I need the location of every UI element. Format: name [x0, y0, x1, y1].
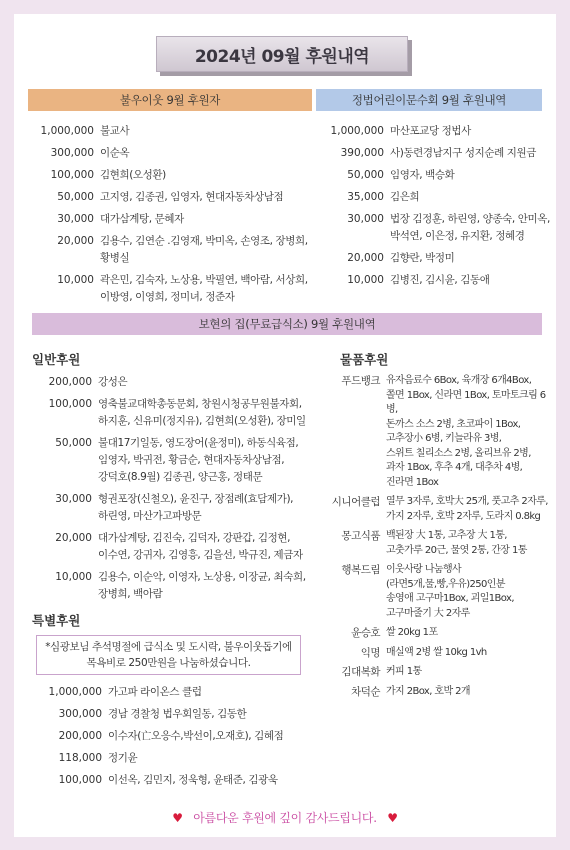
- donor-row: [14, 145, 314, 162]
- jeongbeop-donor-list: [304, 123, 554, 294]
- bohyeon-header: 보현의 집(무료급식소) 9월 후원내역: [32, 313, 542, 335]
- donor-names: [94, 272, 308, 306]
- donor-names: [92, 374, 127, 391]
- donor-names: [94, 233, 308, 267]
- thanks-line: [14, 809, 556, 826]
- heart-icon: ♥: [172, 811, 183, 825]
- donation-amount: 300,000: [58, 708, 102, 720]
- donor-names: [92, 569, 306, 603]
- goods-row: [320, 665, 556, 680]
- donor-row: [14, 396, 324, 430]
- donor-names-line: 장병희, 백아람: [98, 588, 163, 600]
- goods-items: [380, 626, 438, 641]
- bulwoo-header: 불우이웃 9월 후원자: [28, 89, 312, 111]
- donation-amount: 118,000: [58, 752, 102, 764]
- donor-names-line: 황병실: [100, 252, 130, 264]
- thanks-message: 아름다운 후원에 깊이 감사드립니다.: [193, 811, 377, 825]
- donation-amount: 10,000: [347, 274, 384, 286]
- donor-names: [92, 435, 298, 486]
- donor-names-line: 이방영, 이영희, 정미녀, 정준자: [100, 291, 235, 303]
- notice-line: *심광보님 추석명절에 급식소 및 도시락, 불우이웃돕기에: [45, 641, 292, 653]
- goods-row: [320, 563, 556, 621]
- special-donor-list: [14, 684, 324, 794]
- donor-row: [304, 145, 554, 162]
- goods-row: [320, 685, 556, 700]
- donation-amount: 50,000: [347, 169, 384, 181]
- goods-item-line: 과자 1Box, 후추 4개, 대추차 4병,: [386, 462, 523, 473]
- goods-donor-list: [320, 374, 556, 704]
- donor-names-line: 임영자, 박귀전, 황금순, 현대자동차상남점,: [98, 454, 285, 466]
- donation-amount: 200,000: [48, 376, 92, 388]
- donor-row: [14, 123, 314, 140]
- donor-names: [92, 530, 303, 564]
- goods-row: [320, 646, 556, 661]
- donation-amount: 1,000,000: [40, 125, 94, 137]
- goods-item-line: 가지 2자루, 호박 2자루, 도라지 0.8kg: [386, 510, 541, 522]
- donor-names-line: 김현희(오성환): [100, 169, 166, 181]
- goods-items: [380, 374, 556, 490]
- goods-row: [320, 374, 556, 490]
- goods-item-line: 매실액 2병 쌀 10kg 1vh: [386, 646, 487, 658]
- donor-names-line: 대가삼계탕, 문혜자: [100, 213, 184, 225]
- donor-names: [92, 396, 306, 430]
- donor-names-line: 이수연, 강귀자, 김영흥, 김을선, 박규진, 제금자: [98, 549, 303, 561]
- donor-names-line: 불교사: [100, 125, 130, 137]
- donor-names-line: 곽은민, 김숙자, 노상용, 박필연, 백아람, 서상희,: [100, 274, 308, 286]
- donor-names-line: 정기윤: [108, 752, 138, 764]
- donation-amount: 30,000: [57, 213, 94, 225]
- donor-row: [304, 167, 554, 184]
- donor-names: [384, 145, 536, 162]
- donor-row: [304, 211, 554, 245]
- donor-row: [14, 706, 324, 723]
- donation-amount: 100,000: [50, 169, 94, 181]
- donor-names: [384, 189, 419, 206]
- donor-row: [14, 167, 314, 184]
- donor-row: [14, 435, 324, 486]
- donation-sheet: [14, 14, 556, 837]
- donor-names-line: 고지영, 김종권, 임영자, 현대자동차상남점: [100, 191, 284, 203]
- donor-row: [304, 189, 554, 206]
- goods-item-line: 커피 1통: [386, 666, 422, 677]
- donor-names-line: 김병진, 김시윤, 김동애: [390, 274, 490, 286]
- donor-row: [14, 374, 324, 391]
- donor-names-line: 강성은: [98, 376, 128, 388]
- goods-items: [380, 646, 487, 661]
- goods-item-line: 송영애 고구마1Box, 괴일1Box,: [386, 593, 514, 604]
- goods-item-line: 돈까스 소스 2병, 초코파이 1Box,: [386, 418, 521, 430]
- donor-names-line: 사)동련경남지구 성지순례 지원금: [390, 147, 536, 159]
- donor-row: [304, 123, 554, 140]
- donor-names-line: 하린영, 마산가고파방문: [98, 510, 202, 522]
- bulwoo-donor-list: [14, 123, 314, 311]
- goods-item-line: 백된장 大 1통, 고추장 大 1통,: [386, 530, 507, 541]
- donor-names-line: 마산포교당 정법사: [390, 125, 471, 137]
- donor-names-line: 이선옥, 김민지, 정욱형, 윤태준, 김광욱: [108, 774, 278, 786]
- donor-names: [102, 706, 246, 723]
- donation-amount: 30,000: [347, 213, 384, 225]
- donor-names-line: 김향란, 박정미: [390, 252, 455, 264]
- goods-item-line: 이웃사랑 나눔행사: [386, 564, 462, 575]
- donor-names: [384, 123, 471, 140]
- notice-line: 목욕비로 250만원을 나눔하셨습니다.: [86, 657, 251, 669]
- goods-item-line: 유자음료수 6Box, 육개장 6개4Box,: [386, 375, 532, 386]
- donation-amount: 10,000: [57, 274, 94, 286]
- donor-names-line: 김용수, 이순악, 이영자, 노상용, 이장균, 최숙희,: [98, 571, 306, 583]
- donor-names-line: 영축불교대학총동문회, 창원시청공무원불자회,: [98, 398, 302, 410]
- donor-names: [92, 491, 293, 525]
- donor-names-line: 김용수, 김연순 .김영재, 박미옥, 손영조, 장병희,: [100, 235, 308, 247]
- donor-names-line: 하지훈, 신유미(정지유), 김현희(오성환), 장미일: [98, 415, 306, 427]
- donor-row: [14, 233, 314, 267]
- special-donation-title: 특별후원: [32, 613, 81, 628]
- goods-item-line: (라면5개,물,빵,우유)250인분: [386, 578, 505, 590]
- goods-items: [380, 665, 422, 680]
- donor-names: [94, 211, 184, 228]
- donor-row: [14, 569, 324, 603]
- donor-names: [94, 189, 283, 206]
- donation-amount: 100,000: [48, 398, 92, 410]
- goods-items: [380, 495, 548, 524]
- donor-names: [94, 145, 129, 162]
- donor-names: [102, 684, 202, 701]
- donor-names-line: 가고파 라이온스 클럽: [108, 686, 202, 698]
- donor-names: [102, 728, 283, 745]
- donor-row: [304, 272, 554, 289]
- goods-items: [380, 529, 527, 558]
- goods-item-line: 고추장小 6병, 키늘라유 3병,: [386, 433, 502, 444]
- donor-names-line: 임영자, 백승화: [390, 169, 455, 181]
- goods-item-line: 진라면 1Box: [386, 476, 439, 488]
- goods-donor-name: 시니어클럽: [331, 496, 380, 508]
- donation-amount: 1,000,000: [48, 686, 102, 698]
- donation-amount: 20,000: [55, 532, 92, 544]
- donation-amount: 20,000: [347, 252, 384, 264]
- donor-names-line: 김은희: [390, 191, 420, 203]
- donor-row: [14, 272, 314, 306]
- donor-names-line: 강덕호(8.9월) 김종권, 양근홍, 정태문: [98, 471, 263, 483]
- donation-amount: 300,000: [50, 147, 94, 159]
- donation-amount: 50,000: [57, 191, 94, 203]
- donor-row: [304, 250, 554, 267]
- goods-item-line: 가지 2Box, 호박 2개: [386, 685, 470, 697]
- page-title: 2024년 09월 후원내역: [156, 36, 408, 72]
- goods-donor-name: 김대복화: [341, 666, 380, 678]
- donor-names-line: 박석연, 이은정, 유지환, 정혜경: [390, 230, 525, 242]
- donor-names-line: 이수자(亡오응수,박선이,오재호), 김혜점: [108, 730, 284, 742]
- donor-names: [384, 272, 489, 289]
- goods-row: [320, 529, 556, 558]
- donor-row: [14, 772, 324, 789]
- goods-items: [380, 685, 470, 700]
- goods-item-line: 쫄면 1Box, 신라면 1Box, 토마토크림 6병,: [386, 389, 546, 415]
- goods-donor-name: 행복드림: [341, 564, 380, 576]
- donor-names: [384, 211, 550, 245]
- donation-amount: 390,000: [340, 147, 384, 159]
- donor-names: [102, 750, 137, 767]
- goods-row: [320, 495, 556, 524]
- donor-row: [14, 684, 324, 701]
- donor-names-line: 형권포장(신철오), 윤진구, 장점례(효담제가),: [98, 493, 294, 505]
- general-donation-title: 일반후원: [32, 352, 81, 367]
- donor-row: [14, 728, 324, 745]
- donor-names: [94, 123, 129, 140]
- donation-amount: 20,000: [57, 235, 94, 247]
- donor-names-line: 경남 경찰청 법우회일동, 김동한: [108, 708, 247, 720]
- goods-donor-name: 몽고식품: [341, 530, 380, 542]
- general-donor-list: [14, 374, 324, 608]
- goods-item-line: 고춧가루 20근, 물엿 2통, 간장 1통: [386, 544, 527, 556]
- goods-donor-name: 익명: [360, 646, 380, 659]
- goods-donor-name: 윤승호: [351, 627, 380, 639]
- donor-names-line: 불대17기일동, 영도장어(윤정미), 하동식육점,: [98, 437, 299, 449]
- donor-names: [94, 167, 166, 184]
- heart-icon: ♥: [387, 811, 398, 825]
- donor-row: [14, 189, 314, 206]
- donation-amount: 35,000: [347, 191, 384, 203]
- donation-amount: 30,000: [55, 493, 92, 505]
- donation-amount: 50,000: [55, 437, 92, 449]
- goods-item-line: 스위트 칠리소스 2병, 올리브유 2병,: [386, 447, 531, 459]
- goods-row: [320, 626, 556, 641]
- donor-row: [14, 530, 324, 564]
- donor-names: [384, 250, 454, 267]
- goods-donation-title: 물품후원: [340, 352, 389, 367]
- goods-item-line: 쌀 20kg 1포: [386, 627, 438, 638]
- donor-names: [102, 772, 278, 789]
- goods-donor-name: 차덕순: [351, 685, 380, 698]
- jeongbeop-header: 정법어린이문수회 9월 후원내역: [316, 89, 542, 111]
- goods-donor-name: 푸드뱅크: [341, 375, 380, 387]
- special-notice: [36, 635, 301, 675]
- donor-names: [384, 167, 454, 184]
- goods-items: [380, 563, 514, 621]
- donation-amount: 100,000: [58, 774, 102, 786]
- donor-row: [14, 750, 324, 767]
- goods-item-line: 열무 3자루, 호박大 25개, 풋고추 2자루,: [386, 496, 548, 507]
- donor-names-line: 법장 김정훈, 하린영, 양종숙, 안미옥,: [390, 213, 550, 225]
- donation-amount: 1,000,000: [330, 125, 384, 137]
- donor-row: [14, 491, 324, 525]
- title-banner: [156, 36, 408, 72]
- donor-names-line: 대가삼계탕, 김진숙, 김덕자, 강판갑, 김정현,: [98, 532, 291, 544]
- donation-amount: 10,000: [55, 571, 92, 583]
- donor-row: [14, 211, 314, 228]
- goods-item-line: 고구마줄기 大 2자루: [386, 607, 470, 619]
- donation-amount: 200,000: [58, 730, 102, 742]
- donor-names-line: 이순옥: [100, 147, 130, 159]
